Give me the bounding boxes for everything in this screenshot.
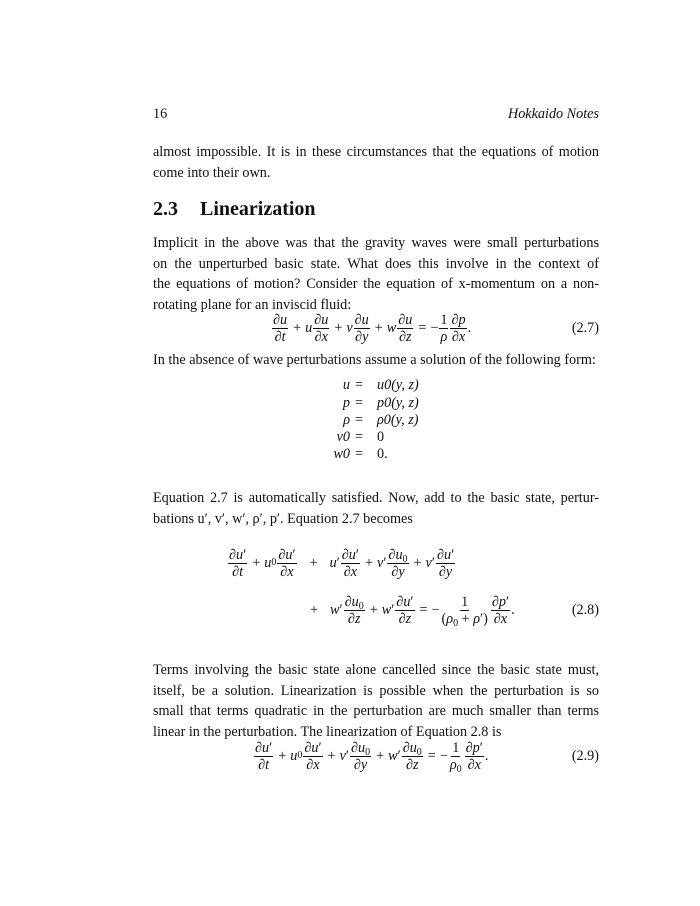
system-equals: = [355,395,364,411]
equation-2-8-line-2 [153,590,599,630]
text-line: rotating plane for an inviscid fluid: [153,296,352,313]
section-number: 2.3 [153,198,178,220]
text-line: small that terms quadratic in the perturbation are much smaller than terms [153,703,599,719]
equation-number: (2.8) [571,601,599,618]
system-lhs: v0 [336,429,350,445]
paragraph-absence: In the absence of wave perturbations assume a solution of the following form: [153,352,596,368]
system-lhs: w0 [333,446,350,462]
equation-2-9 [153,736,599,776]
system-rhs: 0 [377,429,385,445]
equation-number: (2.9) [571,747,599,764]
system-rhs: p0(y, z) [377,395,419,411]
system-rhs: ρ0(y, z) [377,412,419,428]
text-line: the equations of motion? Consider the equation of x-momentum on a non- [153,276,599,292]
system-lhs: u [342,377,350,393]
paragraph-intro [153,142,599,183]
text-line: on the unperturbed basic state. What does this involve in the context of [153,255,599,272]
equation-body: $\frac{\partial u'}{\partial t}$ + u 0 $\frac{\partial u'}{\partial x}$ + u ′ $\frac{\partial u'}{\partial x}$ + v ′ $\frac{\partial u_0}{\partial y}$ + v ′ $\frac{\partial u'}{\partial y}$ [229,546,455,580]
system-rhs: 0. [377,446,388,462]
equation-number: (2.7) [571,319,599,336]
text-line: almost impossible. It is in these circumstances that the equations of motion [153,144,599,160]
system-rhs: u0(y, z) [377,377,419,393]
text-line: itself, be a solution. Linearization is possible when the perturbation is so [153,682,599,699]
system-equals: = [355,377,364,393]
text-line: Implicit in the above was that the gravity waves were small perturbations [153,235,599,251]
system-equals: = [355,412,364,428]
running-title: Hokkaido Notes [507,106,599,122]
text-line: bations u′, v′, w′, ρ′, p′. Equation 2.7 becomes [153,510,413,527]
equation-body: $\frac{\partial u'}{\partial t}$ + u 0 $\frac{\partial u'}{\partial x}$ + v ′ $\frac{\partial u_0}{\partial y}$ + w ′ $\frac{\partial u_0}{\partial z}$ = − $\frac{1}{\rho_0}$ $\frac{\partial p'}{\partial x}$ . [255,739,489,775]
section-heading [153,198,316,221]
system-lhs: ρ [343,412,350,428]
text-line: linear in the perturbation. The linearization of Equation 2.8 is [153,723,502,740]
equation-body: + w ′ $\frac{\partial u_0}{\partial z}$ + w ′ $\frac{\partial u'}{\partial z}$ = − $\frac{1}{(\rho_0 + \rho')}$ $\frac{\partial p'}{\partial x}$ . [310,593,515,629]
paragraph-terms [153,660,599,742]
page-number: 16 [153,106,168,122]
system-equals: = [355,446,364,462]
text-line: Terms involving the basic state alone cancelled since the basic state must, [153,662,599,678]
section-title: Linearization [200,198,316,220]
equation-2-8-line-1 [153,543,599,583]
system-lhs: p [342,395,350,411]
equation-body: $\frac{\partial u}{\partial t}$ + u $\frac{\partial u}{\partial x}$ + v $\frac{\partial u}{\partial y}$ + w $\frac{\partial u}{\partial z}$ = − $\frac{1}{\rho}$ $\frac{\partial p}{\partial x}$ . [273,311,472,345]
paragraph-equation-satisfied [153,488,599,529]
text-line: Equation 2.7 is automatically satisfied. Now, add to the basic state, pertur- [153,490,599,506]
text-line: come into their own. [153,164,271,181]
equation-2-7 [153,308,599,348]
system-equals: = [355,429,364,445]
paragraph-implicit [153,233,599,315]
